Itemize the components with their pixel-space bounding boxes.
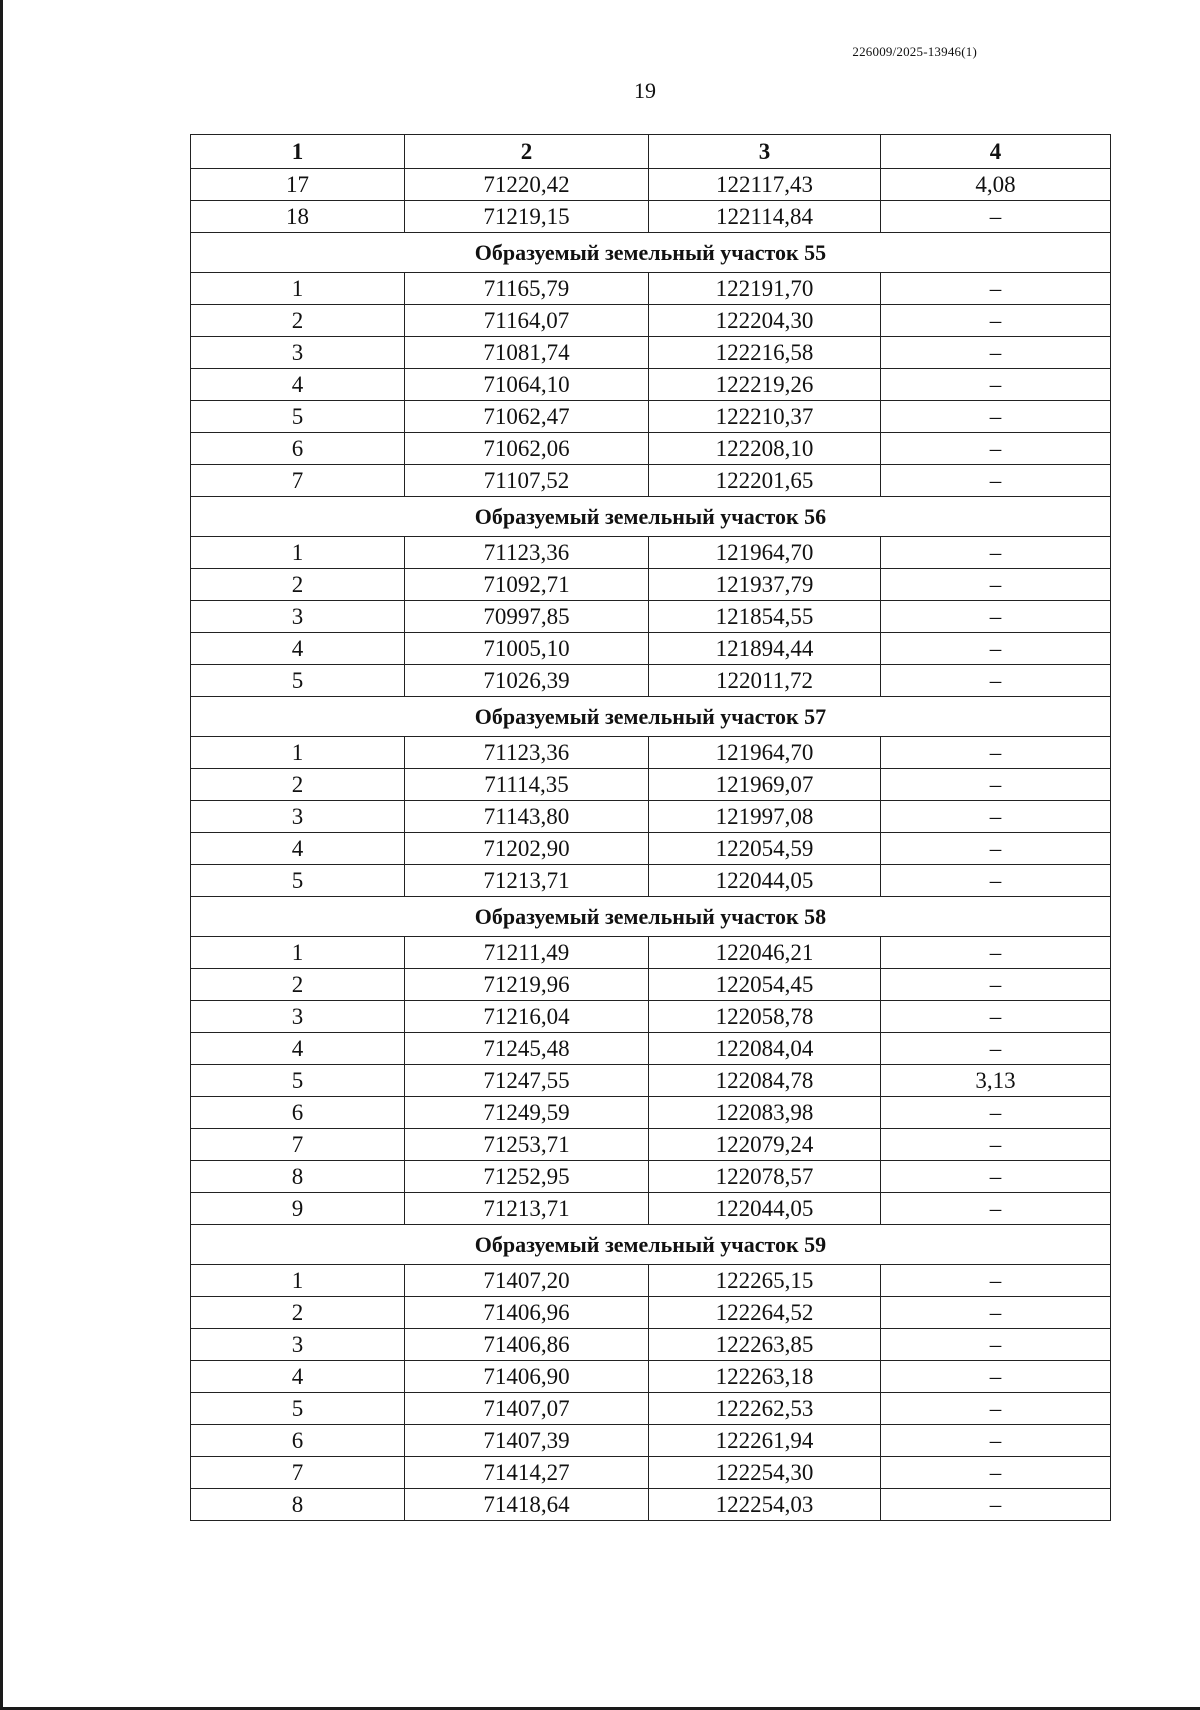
y-coordinate-cell: 122054,59 [649,833,881,865]
x-coordinate-cell: 71249,59 [405,1097,649,1129]
value-cell: – [881,601,1111,633]
y-coordinate-cell: 122254,30 [649,1457,881,1489]
table-row [191,537,1111,569]
y-coordinate-cell: 121997,08 [649,801,881,833]
value-cell: – [881,1489,1111,1521]
x-coordinate-cell: 70997,85 [405,601,649,633]
table-row [191,1361,1111,1393]
y-coordinate-cell: 122044,05 [649,865,881,897]
x-coordinate-cell: 71418,64 [405,1489,649,1521]
point-number-cell: 18 [191,201,405,233]
point-number-cell: 7 [191,1457,405,1489]
table-row [191,1393,1111,1425]
point-number-cell: 2 [191,305,405,337]
header-cell-2: 2 [405,135,649,169]
value-cell: – [881,1097,1111,1129]
point-number-cell: 4 [191,1033,405,1065]
x-coordinate-cell: 71062,47 [405,401,649,433]
x-coordinate-cell: 71164,07 [405,305,649,337]
y-coordinate-cell: 122084,78 [649,1065,881,1097]
value-cell: – [881,1425,1111,1457]
point-number-cell: 1 [191,537,405,569]
x-coordinate-cell: 71143,80 [405,801,649,833]
point-number-cell: 1 [191,937,405,969]
y-coordinate-cell: 121894,44 [649,633,881,665]
x-coordinate-cell: 71005,10 [405,633,649,665]
x-coordinate-cell: 71414,27 [405,1457,649,1489]
value-cell: – [881,1033,1111,1065]
scan-edge-left [0,0,3,1710]
section-title: Образуемый земельный участок 56 [191,497,1111,537]
point-number-cell: 5 [191,401,405,433]
table-row [191,937,1111,969]
value-cell: – [881,1393,1111,1425]
x-coordinate-cell: 71062,06 [405,433,649,465]
value-cell: – [881,305,1111,337]
point-number-cell: 17 [191,169,405,201]
x-coordinate-cell: 71406,96 [405,1297,649,1329]
y-coordinate-cell: 122084,04 [649,1033,881,1065]
section-title-row [191,697,1111,737]
point-number-cell: 5 [191,1065,405,1097]
value-cell: – [881,369,1111,401]
x-coordinate-cell: 71202,90 [405,833,649,865]
section-title: Образуемый земельный участок 57 [191,697,1111,737]
x-coordinate-cell: 71092,71 [405,569,649,601]
value-cell: – [881,737,1111,769]
point-number-cell: 6 [191,433,405,465]
section-title-row [191,233,1111,273]
y-coordinate-cell: 122263,85 [649,1329,881,1361]
section-title-row [191,497,1111,537]
value-cell: – [881,769,1111,801]
table-row [191,737,1111,769]
value-cell: – [881,337,1111,369]
table-row [191,465,1111,497]
table-row [191,1065,1111,1097]
page-number: 19 [634,78,656,103]
x-coordinate-cell: 71252,95 [405,1161,649,1193]
value-cell: – [881,1161,1111,1193]
table-row [191,769,1111,801]
table-row [191,1457,1111,1489]
point-number-cell: 2 [191,769,405,801]
y-coordinate-cell: 121854,55 [649,601,881,633]
table-row [191,1129,1111,1161]
value-cell: – [881,665,1111,697]
table-header [191,135,1111,169]
table-row [191,833,1111,865]
table-row [191,1097,1111,1129]
value-cell: – [881,633,1111,665]
table-row [191,1297,1111,1329]
table-body [191,169,1111,1521]
y-coordinate-cell: 122114,84 [649,201,881,233]
table-row [191,865,1111,897]
section-title: Образуемый земельный участок 59 [191,1225,1111,1265]
y-coordinate-cell: 122044,05 [649,1193,881,1225]
value-cell: – [881,969,1111,1001]
x-coordinate-cell: 71213,71 [405,1193,649,1225]
point-number-cell: 4 [191,833,405,865]
section-title-row [191,1225,1111,1265]
y-coordinate-cell: 122263,18 [649,1361,881,1393]
value-cell: – [881,1193,1111,1225]
table-row [191,601,1111,633]
y-coordinate-cell: 122046,21 [649,937,881,969]
x-coordinate-cell: 71216,04 [405,1001,649,1033]
x-coordinate-cell: 71407,39 [405,1425,649,1457]
value-cell: – [881,201,1111,233]
value-cell: – [881,865,1111,897]
table-row [191,665,1111,697]
table-row [191,1193,1111,1225]
y-coordinate-cell: 122216,58 [649,337,881,369]
x-coordinate-cell: 71107,52 [405,465,649,497]
value-cell: – [881,833,1111,865]
x-coordinate-cell: 71165,79 [405,273,649,305]
value-cell: 3,13 [881,1065,1111,1097]
x-coordinate-cell: 71253,71 [405,1129,649,1161]
point-number-cell: 3 [191,337,405,369]
point-number-cell: 1 [191,737,405,769]
point-number-cell: 2 [191,969,405,1001]
y-coordinate-cell: 121964,70 [649,537,881,569]
point-number-cell: 8 [191,1161,405,1193]
value-cell: – [881,1457,1111,1489]
x-coordinate-cell: 71406,90 [405,1361,649,1393]
x-coordinate-cell: 71407,07 [405,1393,649,1425]
table-row [191,1033,1111,1065]
table-row [191,801,1111,833]
x-coordinate-cell: 71219,15 [405,201,649,233]
value-cell: – [881,465,1111,497]
x-coordinate-cell: 71245,48 [405,1033,649,1065]
table-row [191,305,1111,337]
header-cell-1: 1 [191,135,405,169]
point-number-cell: 4 [191,633,405,665]
point-number-cell: 8 [191,1489,405,1521]
value-cell: – [881,1001,1111,1033]
y-coordinate-cell: 122265,15 [649,1265,881,1297]
x-coordinate-cell: 71081,74 [405,337,649,369]
y-coordinate-cell: 122054,45 [649,969,881,1001]
x-coordinate-cell: 71026,39 [405,665,649,697]
point-number-cell: 7 [191,465,405,497]
value-cell: – [881,433,1111,465]
value-cell: – [881,937,1111,969]
value-cell: – [881,1297,1111,1329]
value-cell: – [881,1329,1111,1361]
value-cell: 4,08 [881,169,1111,201]
y-coordinate-cell: 122210,37 [649,401,881,433]
table-row [191,169,1111,201]
value-cell: – [881,1129,1111,1161]
y-coordinate-cell: 122011,72 [649,665,881,697]
y-coordinate-cell: 121969,07 [649,769,881,801]
table-row [191,1489,1111,1521]
point-number-cell: 3 [191,1329,405,1361]
table-row [191,1425,1111,1457]
table-row [191,433,1111,465]
x-coordinate-cell: 71219,96 [405,969,649,1001]
x-coordinate-cell: 71247,55 [405,1065,649,1097]
y-coordinate-cell: 122058,78 [649,1001,881,1033]
table-row [191,1265,1111,1297]
point-number-cell: 4 [191,369,405,401]
table-row [191,1161,1111,1193]
point-number-cell: 1 [191,273,405,305]
value-cell: – [881,401,1111,433]
value-cell: – [881,801,1111,833]
point-number-cell: 2 [191,1297,405,1329]
table-row [191,337,1111,369]
header-row [191,135,1111,169]
x-coordinate-cell: 71213,71 [405,865,649,897]
point-number-cell: 1 [191,1265,405,1297]
point-number-cell: 6 [191,1425,405,1457]
x-coordinate-cell: 71123,36 [405,737,649,769]
y-coordinate-cell: 122264,52 [649,1297,881,1329]
x-coordinate-cell: 71220,42 [405,169,649,201]
point-number-cell: 5 [191,1393,405,1425]
point-number-cell: 3 [191,801,405,833]
point-number-cell: 2 [191,569,405,601]
y-coordinate-cell: 122254,03 [649,1489,881,1521]
x-coordinate-cell: 71211,49 [405,937,649,969]
y-coordinate-cell: 121964,70 [649,737,881,769]
y-coordinate-cell: 122208,10 [649,433,881,465]
coordinates-table [190,134,1111,1521]
document-number: 226009/2025-13946(1) [852,44,977,59]
point-number-cell: 5 [191,665,405,697]
table-row [191,273,1111,305]
point-number-cell: 6 [191,1097,405,1129]
y-coordinate-cell: 122191,70 [649,273,881,305]
section-title: Образуемый земельный участок 58 [191,897,1111,937]
y-coordinate-cell: 122204,30 [649,305,881,337]
x-coordinate-cell: 71064,10 [405,369,649,401]
x-coordinate-cell: 71407,20 [405,1265,649,1297]
table-row [191,369,1111,401]
y-coordinate-cell: 122117,43 [649,169,881,201]
table-row [191,201,1111,233]
point-number-cell: 7 [191,1129,405,1161]
point-number-cell: 3 [191,1001,405,1033]
point-number-cell: 5 [191,865,405,897]
y-coordinate-cell: 122078,57 [649,1161,881,1193]
header-cell-4: 4 [881,135,1111,169]
table-row [191,1001,1111,1033]
y-coordinate-cell: 122079,24 [649,1129,881,1161]
value-cell: – [881,1361,1111,1393]
value-cell: – [881,273,1111,305]
y-coordinate-cell: 122261,94 [649,1425,881,1457]
table-row [191,633,1111,665]
x-coordinate-cell: 71114,35 [405,769,649,801]
y-coordinate-cell: 121937,79 [649,569,881,601]
table-row [191,569,1111,601]
y-coordinate-cell: 122262,53 [649,1393,881,1425]
point-number-cell: 3 [191,601,405,633]
section-title-row [191,897,1111,937]
header-cell-3: 3 [649,135,881,169]
point-number-cell: 9 [191,1193,405,1225]
point-number-cell: 4 [191,1361,405,1393]
value-cell: – [881,569,1111,601]
y-coordinate-cell: 122201,65 [649,465,881,497]
table-row [191,969,1111,1001]
table-row [191,401,1111,433]
x-coordinate-cell: 71406,86 [405,1329,649,1361]
section-title: Образуемый земельный участок 55 [191,233,1111,273]
value-cell: – [881,537,1111,569]
y-coordinate-cell: 122219,26 [649,369,881,401]
value-cell: – [881,1265,1111,1297]
table-row [191,1329,1111,1361]
y-coordinate-cell: 122083,98 [649,1097,881,1129]
x-coordinate-cell: 71123,36 [405,537,649,569]
